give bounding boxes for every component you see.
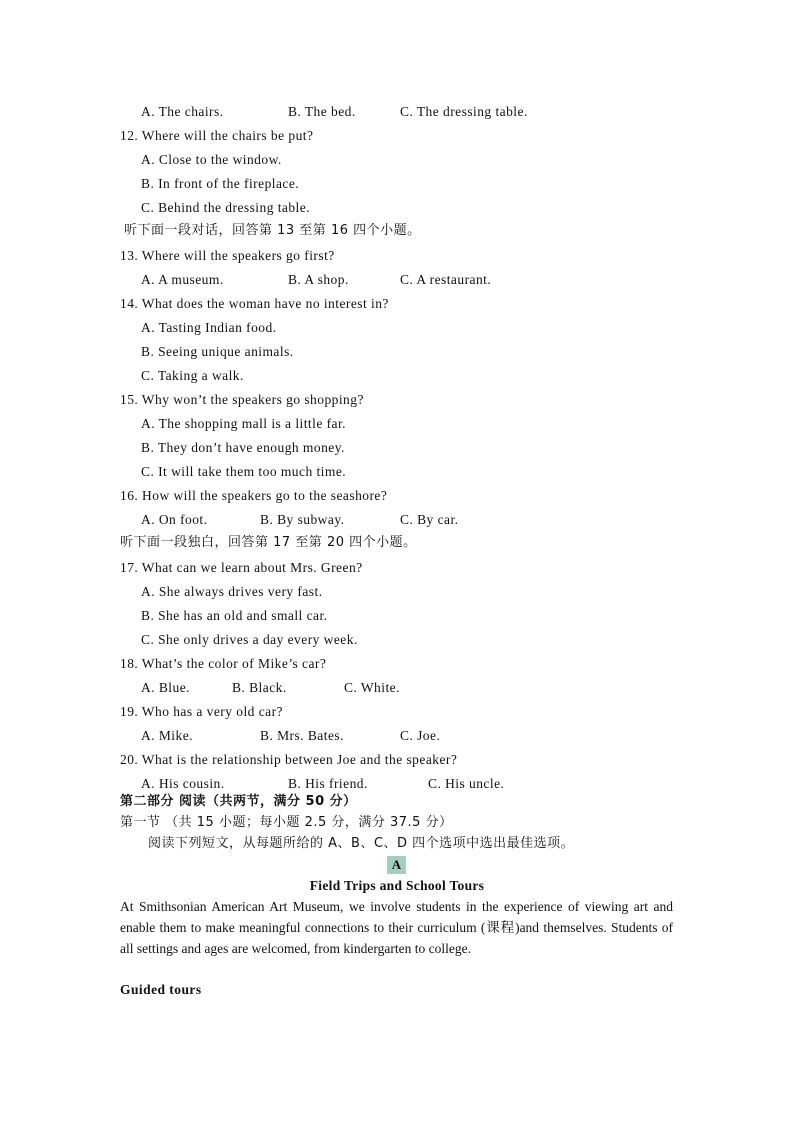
reading-instruction: 阅读下列短文，从每题所给的 A、B、C、D 四个选项中选出最佳选项。 [148,836,575,851]
q12-option-b: B. In front of the fireplace. [141,176,300,191]
q16-option-a: A. On foot. [141,512,208,527]
q14-question: 14. What does the woman have no interest in? [120,296,389,311]
q17-question: 17. What can we learn about Mrs. Green? [120,560,363,575]
q18-option-c: C. White. [344,680,400,695]
q17-option-c: C. She only drives a day every week. [141,632,358,647]
q14-option-b: B. Seeing unique animals. [141,344,294,359]
q18-option-a: A. Blue. [141,680,190,695]
q18-option-b: B. Black. [232,680,287,695]
q18-question: 18. What’s the color of Mike’s car? [120,656,327,671]
q12-question: 12. Where will the chairs be put? [120,128,314,143]
q13-option-b: B. A shop. [288,272,349,287]
q20-question: 20. What is the relationship between Joe and the speaker? [120,752,458,767]
q13-option-c: C. A restaurant. [400,272,492,287]
passage-label: A [387,856,406,874]
q12-option-a: A. Close to the window. [141,152,282,167]
q15-question: 15. Why won’t the speakers go shopping? [120,392,364,407]
instruction-17-20: 听下面一段独白，回答第 17 至第 20 四个小题。 [120,535,417,550]
q19-option-b: B. Mrs. Bates. [260,728,344,743]
q15-option-a: A. The shopping mall is a little far. [141,416,346,431]
passage-intro: At Smithsonian American Art Museum, we involve students in the experience of viewing art and enable them to make meaningful connections to their curriculum (课程)and themselves. Students of all settings and ages are welcomed, from kindergarten to college. [120,899,673,956]
q12-option-c: C. Behind the dressing table. [141,200,311,215]
q20-option-a: A. His cousin. [141,776,225,791]
instruction-13-16: 听下面一段对话，回答第 13 至第 16 四个小题。 [124,223,421,238]
q16-question: 16. How will the speakers go to the seashore? [120,488,388,503]
q11-option-c: C. The dressing table. [400,104,528,119]
q14-option-c: C. Taking a walk. [141,368,244,383]
q11-option-a: A. The chairs. [141,104,224,119]
q20-option-b: B. His friend. [288,776,368,791]
q20-option-c: C. His uncle. [428,776,505,791]
q15-option-b: B. They don’t have enough money. [141,440,345,455]
q19-option-c: C. Joe. [400,728,441,743]
q16-option-c: C. By car. [400,512,459,527]
part2-heading: 第二部分 阅读（共两节，满分 50 分） [120,794,357,809]
q14-option-a: A. Tasting Indian food. [141,320,277,335]
q11-option-b: B. The bed. [288,104,356,119]
q17-option-a: A. She always drives very fast. [141,584,323,599]
q19-option-a: A. Mike. [141,728,193,743]
q13-question: 13. Where will the speakers go first? [120,248,335,263]
q16-option-b: B. By subway. [260,512,345,527]
q13-option-a: A. A museum. [141,272,224,287]
passage-title: Field Trips and School Tours [309,878,485,893]
q17-option-b: B. She has an old and small car. [141,608,328,623]
q19-question: 19. Who has a very old car? [120,704,283,719]
q15-option-c: C. It will take them too much time. [141,464,347,479]
section1-heading: 第一节 （共 15 小题；每小题 2.5 分，满分 37.5 分） [120,815,453,830]
guided-tours-heading: Guided tours [120,982,202,997]
